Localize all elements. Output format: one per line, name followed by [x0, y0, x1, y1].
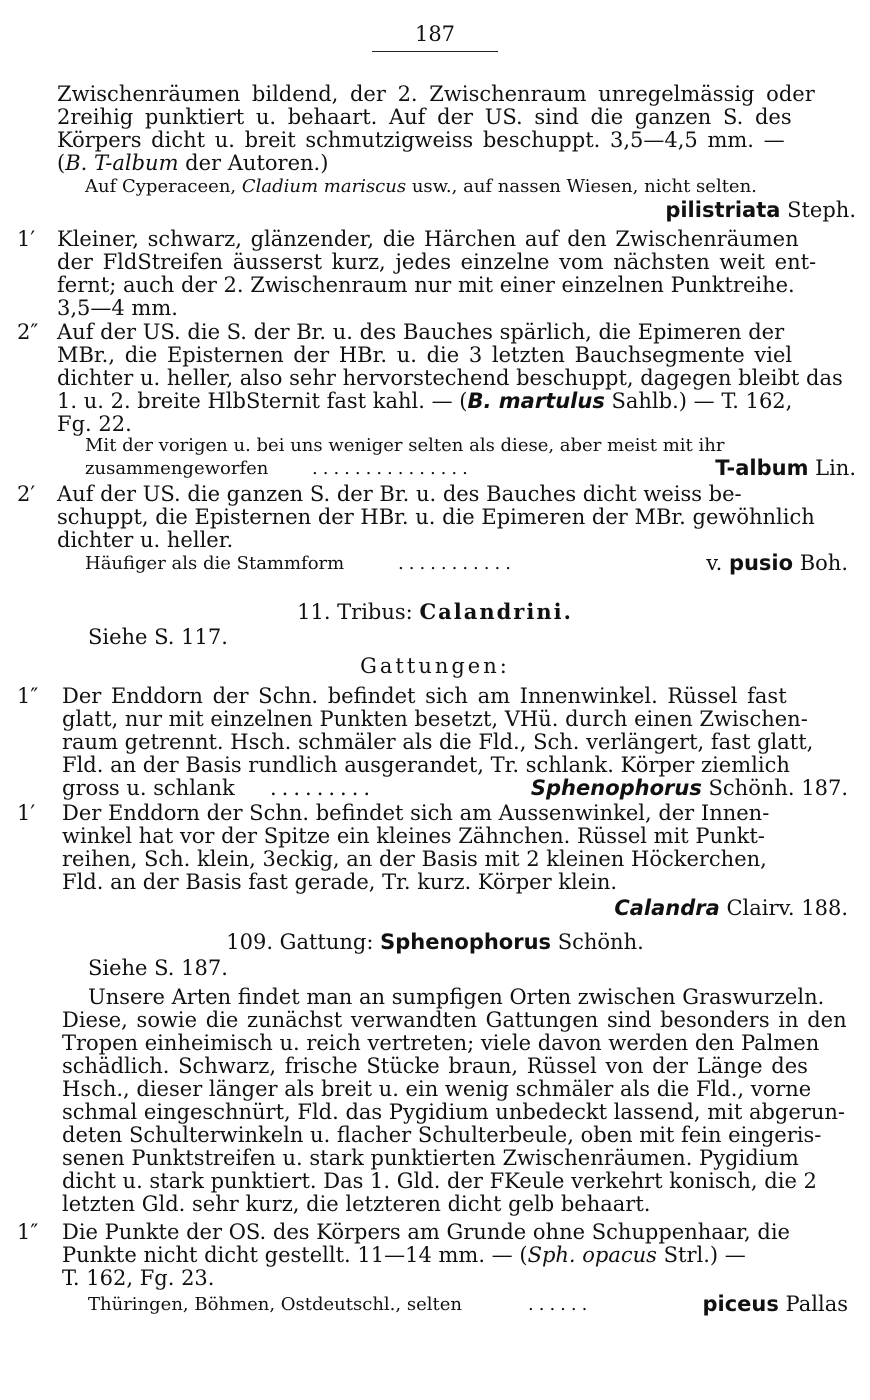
text-line: Unsere Arten findet man an sumpfigen Orten zwischen Graswurzeln.	[88, 985, 825, 1009]
habitat-note: Mit der vorigen u. bei uns weniger selten als diese, aber meist mit ihr	[85, 435, 725, 456]
key-number: 1′	[17, 801, 36, 825]
genus-name: Calandra	[614, 896, 720, 920]
genus-name: Sphenophorus	[380, 930, 552, 954]
text-line: deten Schulterwinkeln u. flacher Schulterbeule, oben mit fein eingeris-	[62, 1123, 822, 1147]
text-line: Hsch., dieser länger als breit u. ein wenig schmäler als die Fld., vorne	[62, 1077, 812, 1101]
key-number: 1″	[17, 1220, 39, 1244]
author: Pallas	[778, 1292, 848, 1316]
text-span: Sahlb.) — T. 162,	[604, 389, 793, 413]
text-span: (	[57, 151, 66, 175]
leader-dots: ...........	[398, 553, 516, 574]
author: Lin.	[808, 456, 856, 480]
text-line: Fld. an der Basis rundlich ausgerandet, Tr. schlank. Körper ziemlich	[62, 753, 790, 777]
text-line: Tropen einheimisch u. reich vertreten; viele davon werden den Palmen	[62, 1031, 820, 1055]
text-line: letzten Gld. sehr kurz, die letzteren dicht gelb behaart.	[62, 1192, 651, 1216]
author: Clairv. 188.	[719, 896, 848, 920]
habitat-note: Thüringen, Böhmen, Ostdeutschl., selten	[88, 1294, 462, 1315]
key-number: 2″	[17, 320, 39, 344]
taxon-line	[614, 898, 848, 919]
habitat-note: Häufiger als die Stammform	[85, 553, 345, 574]
key-number: 1″	[17, 684, 39, 708]
text-line: winkel hat vor der Spitze ein kleines Zähnchen. Rüssel mit Punkt-	[62, 824, 765, 848]
text-span: Auf Cyperaceen,	[85, 176, 242, 197]
text-line: Kleiner, schwarz, glänzender, die Härchen auf den Zwischenräumen	[57, 227, 799, 251]
habitat-note: zusammengeworfen	[85, 458, 269, 479]
habitat-note	[85, 178, 757, 196]
text-line: der FldStreifen äusserst kurz, jedes einzelne vom nächsten weit ent-	[57, 250, 817, 274]
text-line: dichter u. heller, also sehr hervorstechend beschuppt, dagegen bleibt das	[57, 366, 843, 390]
text-line	[57, 391, 792, 412]
species-name: B. martulus	[467, 389, 605, 413]
text-line: 2reihig punktiert u. behaart. Auf der US. sind die ganzen S. des	[57, 105, 792, 129]
text-line: 3,5—4 mm.	[57, 296, 178, 320]
taxon-name: pusio	[728, 551, 794, 575]
section-heading	[0, 932, 870, 953]
taxon-line	[703, 1294, 849, 1315]
text-line: Siehe S. 187.	[88, 956, 228, 980]
leader-dots: ......	[528, 1294, 593, 1315]
key-number: 1′	[17, 227, 36, 251]
text-line: schmal eingeschnürt, Fld. das Pygidium unbedeckt lassend, mit abgerun-	[62, 1100, 845, 1124]
heading-label: 109. Gattung:	[226, 930, 381, 954]
author: Steph.	[780, 198, 856, 222]
text-line: MBr., die Episternen der HBr. u. die 3 letzten Bauchsegmente viel	[57, 343, 793, 367]
taxon-name: T-album	[715, 456, 809, 480]
species-name: B. T-album	[65, 151, 179, 175]
text-span: Strl.) —	[656, 1243, 746, 1267]
text-span: der Autoren.)	[178, 151, 329, 175]
text-line: dichter u. heller.	[57, 528, 234, 552]
text-line: Fg. 22.	[57, 412, 132, 436]
text-line: Zwischenräumen bildend, der 2. Zwischenraum unregelmässig oder	[57, 82, 815, 106]
text-line: senen Punktstreifen u. stark punktierten Zwischenräumen. Pygidium	[62, 1146, 799, 1170]
text-line: fernt; auch der 2. Zwischenraum nur mit einer einzelnen Punktreihe.	[57, 273, 795, 297]
species-name: Sph. opacus	[527, 1243, 657, 1267]
text-line: glatt, nur mit einzelnen Punkten besetzt, VHü. durch einen Zwischen-	[62, 707, 808, 731]
author: Schönh.	[551, 930, 644, 954]
species-name: Cladium mariscus	[241, 176, 407, 197]
heading-label: 11. Tribus:	[297, 600, 420, 624]
text-line: raum getrennt. Hsch. schmäler als die Fld., Sch. verlängert, fast glatt,	[62, 730, 814, 754]
author: Boh.	[793, 551, 848, 575]
taxon-line	[706, 553, 848, 574]
text-span: Punkte nicht dicht gestellt. 11—14 mm. — (	[62, 1243, 528, 1267]
text-line: schuppt, die Episternen der HBr. u. die Epimeren der MBr. gewöhnlich	[57, 505, 815, 529]
header-rule	[372, 51, 498, 52]
text-line: Siehe S. 117.	[88, 625, 228, 649]
text-line: Der Enddorn der Schn. befindet sich am Aussenwinkel, der Innen-	[62, 801, 770, 825]
taxon-line	[531, 778, 848, 799]
subheading: Gattungen:	[360, 654, 510, 678]
text-line: reihen, Sch. klein, 3eckig, an der Basis mit 2 kleinen Höckerchen,	[62, 847, 767, 871]
text-span: 1. u. 2. breite HlbSternit fast kahl. — (	[57, 389, 468, 413]
taxon-line	[665, 200, 856, 221]
page-number: 187	[414, 22, 456, 46]
text-line	[62, 1245, 746, 1266]
text-line	[57, 153, 328, 174]
text-line: Die Punkte der OS. des Körpers am Grunde ohne Schuppenhaar, die	[62, 1220, 790, 1244]
text-line: Auf der US. die S. der Br. u. des Bauches spärlich, die Epimeren der	[57, 320, 785, 344]
genus-name: Sphenophorus	[530, 776, 702, 800]
text-line: Auf der US. die ganzen S. der Br. u. des Bauches dicht weiss be-	[57, 482, 742, 506]
taxon-line	[715, 458, 856, 479]
key-number: 2′	[17, 482, 36, 506]
text-line: schädlich. Schwarz, frische Stücke braun, Rüssel von der Länge des	[62, 1054, 808, 1078]
text-line: dicht u. stark punktiert. Das 1. Gld. der FKeule verkehrt konisch, die 2	[62, 1169, 817, 1193]
leader-dots: ...............	[312, 458, 473, 479]
text-line: T. 162, Fg. 23.	[62, 1266, 215, 1290]
taxon-name: pilistriata	[665, 198, 781, 222]
text-line: Fld. an der Basis fast gerade, Tr. kurz. Körper klein.	[62, 870, 618, 894]
text-span: usw., auf nassen Wiesen, nicht selten.	[406, 176, 757, 197]
text-line: gross u. schlank	[62, 776, 235, 800]
taxon-name: piceus	[702, 1292, 779, 1316]
text-line: Körpers dicht u. breit schmutzigweiss beschuppt. 3,5—4,5 mm. —	[57, 128, 785, 152]
text-line: Diese, sowie die zunächst verwandten Gattungen sind besonders in den	[62, 1008, 847, 1032]
tribe-name: Calandrini.	[419, 599, 573, 624]
text-line: Der Enddorn der Schn. befindet sich am Innenwinkel. Rüssel fast	[62, 684, 787, 708]
section-heading	[0, 601, 870, 623]
leader-dots: .........	[270, 776, 376, 800]
author: Schönh. 187.	[701, 776, 848, 800]
text-span: v.	[706, 551, 729, 575]
